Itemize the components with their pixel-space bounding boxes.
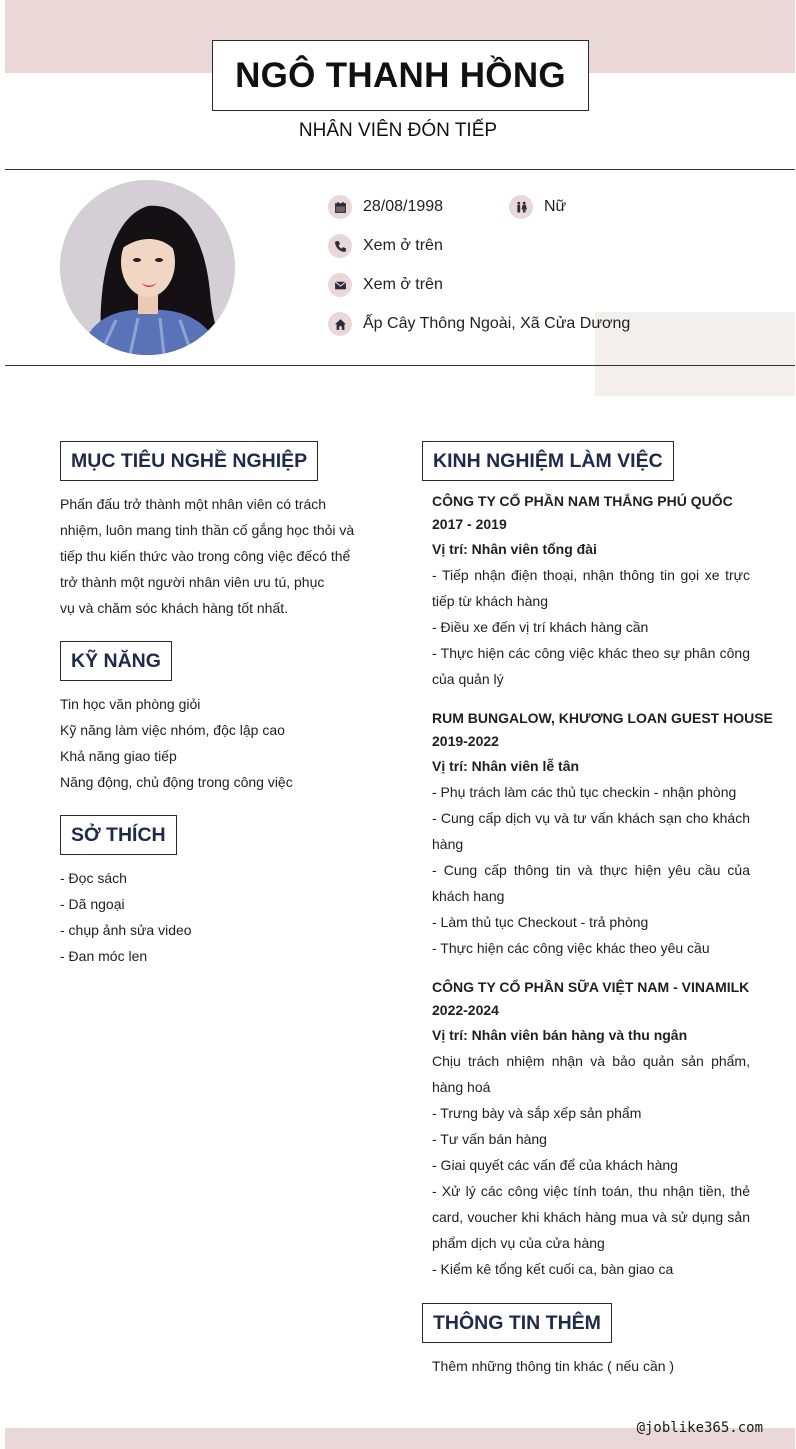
work-period: 2017 - 2019 (432, 516, 507, 532)
duty-item: - Phụ trách làm các thủ tục checkin - nhận phòng (432, 784, 737, 800)
info-phone (328, 234, 443, 258)
phone-value: Xem ở trên (363, 237, 443, 254)
address-value: Ấp Cây Thông Ngoài, Xã Cửa Dương (363, 315, 631, 332)
duty-item: - Tiếp nhận điện thoại, nhận thông tin gọi xe trực tiếp từ khách hàng (432, 567, 750, 609)
duty-item: - Giai quyết các vấn để của khách hàng (432, 1157, 678, 1173)
home-icon (328, 312, 352, 336)
skill-item: Tin học văn phòng giỏi (60, 696, 201, 712)
divider-top (5, 169, 795, 170)
info-birthday (328, 195, 443, 219)
additional-text (432, 1353, 750, 1379)
info-gender (509, 195, 566, 219)
info-address (328, 312, 630, 336)
skill-item: Kỹ năng làm việc nhóm, độc lập cao (60, 722, 285, 738)
objective-text (60, 491, 363, 621)
duty-item: - Làm thủ tục Checkout - trả phòng (432, 914, 649, 930)
birthday-value: 28/08/1998 (363, 198, 444, 215)
additional-line: Thêm những thông tin khác ( nếu cần ) (432, 1358, 675, 1374)
skills-list (60, 691, 363, 795)
hobby-item: - chụp ảnh sửa video (60, 922, 192, 938)
duty-item: - Xử lý các công việc tính toán, thu nhận tiền, thẻ card, voucher khi khách hàng mua và sử dụng sản phẩm dịch vụ của cửa hàng (432, 1183, 750, 1251)
section-title-experience: KINH NGHIỆM LÀM VIỆC (422, 441, 674, 481)
experience-entry-2 (432, 707, 773, 961)
experience-entry-3 (432, 976, 750, 1282)
duty-item: Chịu trách nhiệm nhận và bảo quản sản phẩm, hàng hoá (432, 1053, 750, 1095)
job-role: Vị trí: Nhân viên bán hàng và thu ngân (432, 1027, 688, 1043)
hobby-item: - Đan móc len (60, 948, 148, 964)
hobby-item: - Dã ngoại (60, 896, 125, 912)
section-title-objective: MỤC TIÊU NGHỀ NGHIỆP (60, 441, 318, 481)
name-box (212, 40, 589, 111)
section-title-skills: KỸ NĂNG (60, 641, 172, 681)
work-period: 2022-2024 (432, 1002, 499, 1018)
avatar (60, 180, 235, 355)
objective-line: trở thành một người nhân viên ưu tú, phục (60, 574, 325, 590)
job-title: NHÂN VIÊN ĐÓN TIẾP (298, 120, 498, 141)
watermark: @joblike365.com (636, 1420, 763, 1436)
gender-value: Nữ (544, 198, 567, 215)
email-value: Xem ở trên (363, 276, 443, 293)
gender-icon (509, 195, 533, 219)
candidate-name: NGÔ THANH HỒNG (235, 55, 566, 95)
duty-item: - Tư vấn bán hàng (432, 1131, 547, 1147)
section-title-hobbies: SỞ THÍCH (60, 815, 177, 855)
hobbies-list (60, 865, 363, 969)
skill-item: Khả năng giao tiếp (60, 748, 177, 764)
section-title-additional: THÔNG TIN THÊM (422, 1303, 612, 1343)
objective-line: Phấn đấu trở thành một nhân viên có trách (60, 496, 327, 512)
objective-line: tiếp thu kiến thức vào trong công việc đếcó thể (60, 548, 351, 564)
work-period: 2019-2022 (432, 733, 499, 749)
hobby-item: - Đọc sách (60, 870, 127, 886)
job-role: Vị trí: Nhân viên lễ tân (432, 758, 580, 774)
duty-item: - Thực hiện các công việc khác theo yêu cầu (432, 940, 710, 956)
duty-item: - Kiểm kê tổng kết cuối ca, bàn giao ca (432, 1261, 674, 1277)
experience-entry-1 (432, 490, 750, 692)
company-name: RUM BUNGALOW, KHƯƠNG LOAN GUEST HOUSE (432, 710, 773, 726)
duty-item: - Cung cấp dịch vụ và tư vấn khách sạn cho khách hàng (432, 810, 750, 852)
divider-bottom (5, 365, 795, 366)
calendar-icon (328, 195, 352, 219)
company-name: CÔNG TY CỔ PHẦN NAM THẮNG PHÚ QUỐC (432, 493, 733, 509)
objective-line: vụ và chăm sóc khách hàng tốt nhất. (60, 600, 289, 616)
duty-item: - Thực hiện các công việc khác theo sự phân công của quản lý (432, 645, 750, 687)
info-email (328, 273, 443, 297)
duty-item: - Trưng bày và sắp xếp sản phẩm (432, 1105, 642, 1121)
phone-icon (328, 234, 352, 258)
duty-item: - Cung cấp thông tin và thực hiện yêu cầu của khách hang (432, 862, 750, 904)
email-icon (328, 273, 352, 297)
skill-item: Năng động, chủ động trong công việc (60, 774, 293, 790)
job-role: Vị trí: Nhân viên tổng đài (432, 541, 597, 557)
company-name: CÔNG TY CỔ PHẦN SỮA VIỆT NAM - VINAMILK (432, 979, 750, 995)
objective-line: nhiệm, luôn mang tinh thần cố gắng học thỏi và (60, 522, 355, 538)
duty-item: - Điều xe đến vị trí khách hàng cần (432, 619, 649, 635)
